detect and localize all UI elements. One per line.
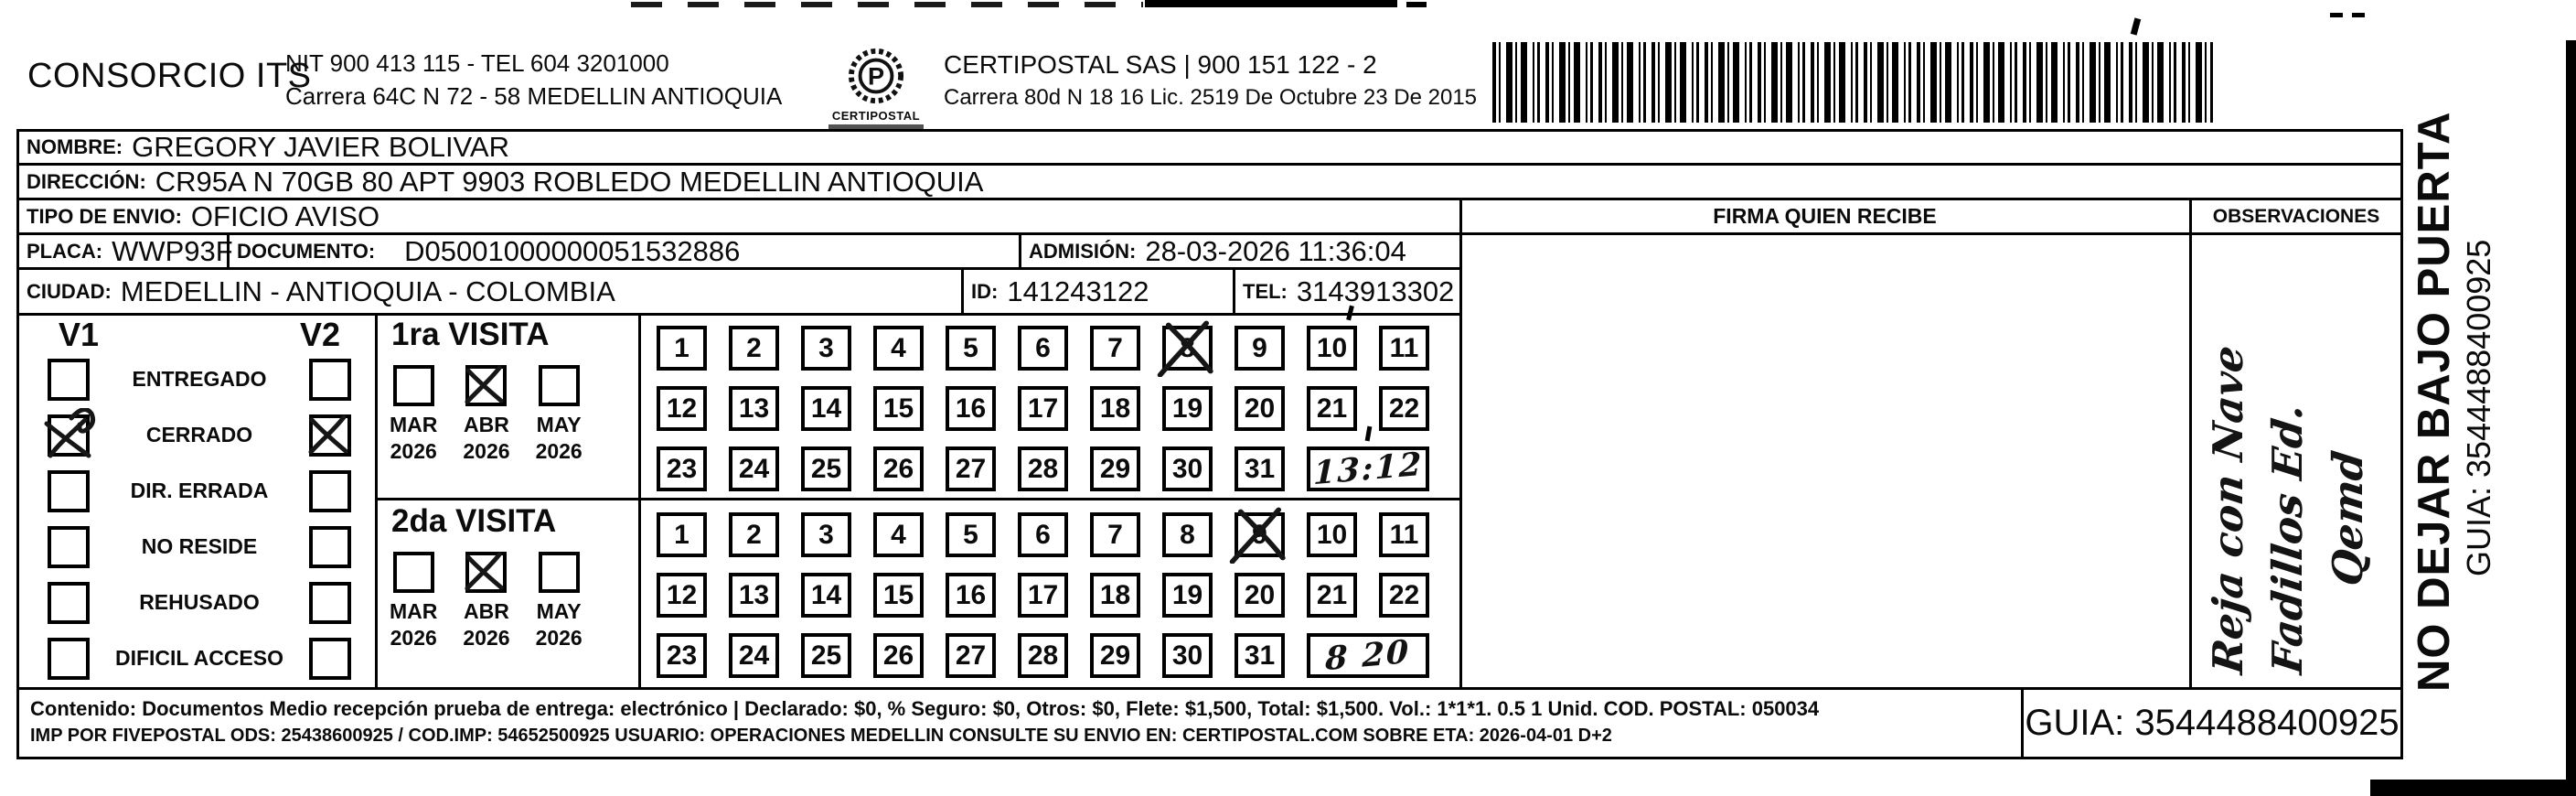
status-label: DIR. ERRADA xyxy=(130,479,269,502)
month-may xyxy=(536,365,583,462)
day-cell-23 xyxy=(657,446,707,491)
day-cell-16 xyxy=(946,573,996,618)
nombre-value: GREGORY JAVIER BOLIVAR xyxy=(132,131,509,163)
footer-imp-line: IMP POR FIVEPOSTAL ODS: 25438600925 / COD.IMP: 54652500925 USUARIO: OPERACIONES MEDELLIN CONSULTE SU ENVIO EN: CERTIPOSTAL.COM SOBRE ETA: 2026-04-01 D+2 xyxy=(30,726,1612,746)
scan-artifact xyxy=(1406,2,1427,7)
day-cell-31 xyxy=(1235,633,1285,678)
status-label: DIFICIL ACCESO xyxy=(114,646,283,670)
visit-title: 2da VISITA xyxy=(391,503,557,539)
month-checkbox-abr xyxy=(465,365,507,406)
day-number: 21 xyxy=(1316,579,1348,610)
firma-header-cell xyxy=(1459,198,2192,235)
footer-contenido-line: Contenido: Documentos Medio recepción prueba de entrega: electrónico | Declarado: $0, % Seguro: $0, Otros: $0, Flete: $1,500, Total: $1,500. Vol.: 1*1*1. 0.5 1 Unid. COD. POSTAL: 050034 xyxy=(30,697,1820,720)
day-number: 22 xyxy=(1388,393,1420,424)
handwritten-x-mark xyxy=(41,408,96,463)
day-cell-26 xyxy=(873,633,924,678)
month-checkbox-mar xyxy=(393,552,434,593)
day-cell-17 xyxy=(1018,573,1068,618)
day-number: 25 xyxy=(810,640,842,671)
visit-section-1 xyxy=(380,318,638,500)
day-cell-6 xyxy=(1018,326,1068,371)
handwritten-x-mark xyxy=(459,545,513,599)
day-number: 6 xyxy=(1035,332,1051,363)
day-number: 20 xyxy=(1244,579,1276,610)
day-number: 13 xyxy=(738,393,770,424)
day-cell-9 xyxy=(1235,512,1285,557)
visit-title: 1ra VISITA xyxy=(391,317,550,352)
day-number: 23 xyxy=(666,640,698,671)
day-cell-15 xyxy=(873,386,924,431)
scan-edge-artifact xyxy=(2370,780,2576,796)
day-cell-30 xyxy=(1162,633,1213,678)
ciudad-value: MEDELLIN - ANTIOQUIA - COLOMBIA xyxy=(120,274,615,307)
day-cell-31 xyxy=(1235,446,1285,491)
day-number: 27 xyxy=(955,640,987,671)
handwriting-line: Fadillos Ed. xyxy=(2263,401,2313,677)
time-box xyxy=(1307,633,1429,678)
observations-handwriting xyxy=(2198,273,2398,677)
month-year: 2026 xyxy=(535,439,583,463)
certipostal-ring-icon xyxy=(848,48,904,104)
divider-line xyxy=(375,316,378,687)
v2-checkbox-entregado xyxy=(309,359,351,401)
day-cell-13 xyxy=(729,386,779,431)
day-cell-12 xyxy=(657,386,707,431)
day-number: 31 xyxy=(1244,453,1276,484)
day-number: 27 xyxy=(955,453,987,484)
company-name: CONSORCIO ITS xyxy=(27,57,312,95)
day-row xyxy=(657,386,1461,431)
v2-column-header: V2 xyxy=(299,316,340,353)
scan-artifact xyxy=(1145,0,1397,7)
field-id xyxy=(961,267,1235,316)
day-cell-14 xyxy=(801,386,851,431)
month-year: 2026 xyxy=(463,439,510,463)
day-grid-visit-2 xyxy=(640,505,1461,686)
v2-checkbox-cerrado xyxy=(309,414,351,457)
firma-header-label: FIRMA QUIEN RECIBE xyxy=(1713,204,1937,228)
day-cell-26 xyxy=(873,446,924,491)
day-number: 16 xyxy=(955,579,987,610)
month-mar xyxy=(390,365,437,462)
handwritten-x-mark xyxy=(459,359,513,413)
logo-wordmark: CERTIPOSTAL xyxy=(831,109,921,123)
day-number: 9 xyxy=(1252,519,1267,550)
day-number: 31 xyxy=(1244,640,1276,671)
day-cell-14 xyxy=(801,573,851,618)
month-abr xyxy=(463,552,509,649)
day-cell-11 xyxy=(1379,326,1429,371)
placa-label: PLACA: xyxy=(27,239,103,263)
day-number: 12 xyxy=(666,393,698,424)
day-number: 18 xyxy=(1099,579,1131,610)
day-cell-4 xyxy=(873,326,924,371)
day-cell-2 xyxy=(729,326,779,371)
day-cell-1 xyxy=(657,512,707,557)
handwritten-time: 8 20 xyxy=(1325,632,1411,679)
day-cell-22 xyxy=(1379,573,1429,618)
day-row xyxy=(657,633,1461,678)
month-label: MAY xyxy=(536,413,582,436)
observations-handwriting-lines xyxy=(2198,273,2398,677)
company-nit: NIT 900 413 115 - TEL 604 3201000 xyxy=(285,49,669,77)
v1-column-header: V1 xyxy=(59,316,100,353)
day-number: 7 xyxy=(1107,332,1123,363)
certipostal-address: Carrera 80d N 18 16 Lic. 2519 De Octubre 23 De 2015 xyxy=(944,85,1478,110)
month-year: 2026 xyxy=(535,626,583,650)
day-cell-18 xyxy=(1090,386,1140,431)
day-number: 28 xyxy=(1027,640,1059,671)
day-number: 11 xyxy=(1389,332,1419,363)
day-cell-8 xyxy=(1162,326,1213,371)
day-number: 30 xyxy=(1171,453,1203,484)
field-tipo-envio xyxy=(16,198,1462,235)
day-number: 12 xyxy=(666,579,698,610)
documento-label: DOCUMENTO: xyxy=(237,239,376,263)
day-number: 15 xyxy=(882,393,914,424)
day-number: 24 xyxy=(738,453,770,484)
day-number: 15 xyxy=(882,579,914,610)
day-row xyxy=(657,573,1461,618)
day-number: 7 xyxy=(1107,519,1123,550)
day-number: 25 xyxy=(810,453,842,484)
day-cell-23 xyxy=(657,633,707,678)
day-number: 16 xyxy=(955,393,987,424)
field-ciudad xyxy=(16,267,964,316)
day-grid-visit-1 xyxy=(640,318,1461,500)
tel-value: 3143913302 xyxy=(1296,274,1455,307)
day-cell-24 xyxy=(729,633,779,678)
day-cell-2 xyxy=(729,512,779,557)
day-number: 19 xyxy=(1171,393,1203,424)
v1-checkbox-rehusado xyxy=(48,582,90,624)
day-number: 14 xyxy=(810,393,842,424)
day-number: 6 xyxy=(1035,519,1051,550)
day-row xyxy=(657,512,1461,557)
time-box xyxy=(1307,446,1429,491)
day-cell-25 xyxy=(801,446,851,491)
day-number: 30 xyxy=(1171,640,1203,671)
day-cell-19 xyxy=(1162,573,1213,618)
day-number: 19 xyxy=(1171,579,1203,610)
observaciones-header-cell xyxy=(2189,198,2403,235)
id-value: 141243122 xyxy=(1007,274,1149,307)
day-cell-29 xyxy=(1090,446,1140,491)
handwriting-line: Reja con Nave xyxy=(2204,342,2252,677)
day-cell-3 xyxy=(801,512,851,557)
day-cell-7 xyxy=(1090,512,1140,557)
month-may xyxy=(536,552,583,649)
direccion-label: DIRECCIÓN: xyxy=(27,169,146,193)
day-number: 5 xyxy=(963,332,978,363)
day-cell-5 xyxy=(946,512,996,557)
day-cell-15 xyxy=(873,573,924,618)
day-number: 22 xyxy=(1388,579,1420,610)
status-row-entregado xyxy=(20,351,373,407)
day-cell-16 xyxy=(946,386,996,431)
month-checkbox-mar xyxy=(393,365,434,406)
v1-checkbox-dificil-acceso xyxy=(48,638,90,680)
day-cell-21 xyxy=(1307,386,1357,431)
status-label: REHUSADO xyxy=(139,590,260,614)
day-cell-13 xyxy=(729,573,779,618)
day-cell-17 xyxy=(1018,386,1068,431)
v2-checkbox-dificil-acceso xyxy=(309,638,351,680)
day-number: 4 xyxy=(891,519,906,550)
footer-details-cell xyxy=(16,687,2024,759)
month-year: 2026 xyxy=(463,626,510,650)
field-admision xyxy=(1019,232,1462,270)
day-number: 8 xyxy=(1180,519,1195,550)
day-cell-5 xyxy=(946,326,996,371)
day-cell-20 xyxy=(1235,573,1285,618)
documento-value: D05001000000051532886 xyxy=(404,234,741,267)
v2-checkbox-no-reside xyxy=(309,526,351,568)
day-number: 10 xyxy=(1316,332,1348,363)
barcode-image xyxy=(1492,42,2213,123)
day-cell-9 xyxy=(1235,326,1285,371)
month-checkbox-may xyxy=(539,552,580,593)
firma-area xyxy=(1459,232,2192,690)
admision-value: 28-03-2026 11:36:04 xyxy=(1145,234,1406,267)
day-cell-28 xyxy=(1018,633,1068,678)
day-cell-12 xyxy=(657,573,707,618)
day-number: 2 xyxy=(746,332,762,363)
month-abr xyxy=(463,365,509,462)
day-number: 29 xyxy=(1099,640,1131,671)
month-label: MAR xyxy=(390,599,438,623)
day-cell-27 xyxy=(946,446,996,491)
day-number: 1 xyxy=(674,332,689,363)
tipo-envio-label: TIPO DE ENVIO: xyxy=(27,204,182,228)
visit-month-row xyxy=(380,552,638,649)
day-cell-8 xyxy=(1162,512,1213,557)
day-number: 18 xyxy=(1099,393,1131,424)
handwritten-x-mark xyxy=(303,408,358,463)
visit-section-2 xyxy=(380,505,638,686)
day-cell-27 xyxy=(946,633,996,678)
day-cell-7 xyxy=(1090,326,1140,371)
day-number: 5 xyxy=(963,519,978,550)
day-cell-19 xyxy=(1162,386,1213,431)
day-number: 29 xyxy=(1099,453,1131,484)
side-warning-text: NO DEJAR BAJO PUERTA xyxy=(2410,111,2459,692)
day-number: 23 xyxy=(666,453,698,484)
v1-checkbox-dir-errada xyxy=(48,470,90,512)
observaciones-header-label: OBSERVACIONES xyxy=(2212,205,2380,227)
day-cell-3 xyxy=(801,326,851,371)
status-row-dir-errada xyxy=(20,463,373,519)
scan-artifact xyxy=(631,2,1143,7)
tipo-envio-value: OFICIO AVISO xyxy=(190,199,380,232)
day-number: 26 xyxy=(882,640,914,671)
v2-checkbox-dir-errada xyxy=(309,470,351,512)
status-row-cerrado xyxy=(20,407,373,463)
v2-checkbox-rehusado xyxy=(309,582,351,624)
certipostal-name: CERTIPOSTAL SAS | 900 151 122 - 2 xyxy=(944,50,1377,79)
day-cell-10 xyxy=(1307,512,1357,557)
tel-label: TEL: xyxy=(1243,279,1288,303)
day-number: 3 xyxy=(818,519,834,550)
ciudad-label: CIUDAD: xyxy=(27,279,112,303)
status-panel-header xyxy=(20,317,373,351)
v1-checkbox-entregado xyxy=(48,359,90,401)
visit-month-row xyxy=(380,365,638,462)
v1-checkbox-no-reside xyxy=(48,526,90,568)
day-number: 3 xyxy=(818,332,834,363)
day-number: 26 xyxy=(882,453,914,484)
day-number: 13 xyxy=(738,579,770,610)
direccion-value: CR95A N 70GB 80 APT 9903 ROBLEDO MEDELLIN ANTIOQUIA xyxy=(155,165,984,198)
day-number: 8 xyxy=(1180,332,1195,363)
handwriting-line: Qemd xyxy=(2323,447,2372,589)
day-cell-1 xyxy=(657,326,707,371)
status-rows xyxy=(20,351,373,686)
day-cell-30 xyxy=(1162,446,1213,491)
day-cell-6 xyxy=(1018,512,1068,557)
month-mar xyxy=(390,552,437,649)
day-row xyxy=(657,446,1461,491)
side-guia-text: GUIA: 3544488400925 xyxy=(2460,239,2497,576)
admision-label: ADMISIÓN: xyxy=(1029,239,1137,263)
scan-artifact xyxy=(2131,17,2141,35)
day-number: 11 xyxy=(1389,519,1419,550)
nombre-label: NOMBRE: xyxy=(27,135,123,158)
id-label: ID: xyxy=(971,279,999,303)
day-number: 24 xyxy=(738,640,770,671)
status-label: CERRADO xyxy=(145,423,253,446)
status-row-dificil-acceso xyxy=(20,630,373,686)
day-cell-24 xyxy=(729,446,779,491)
day-cell-10 xyxy=(1307,326,1357,371)
day-number: 21 xyxy=(1316,393,1348,424)
day-cell-11 xyxy=(1379,512,1429,557)
day-cell-18 xyxy=(1090,573,1140,618)
month-label: MAY xyxy=(536,599,582,623)
day-number: 9 xyxy=(1252,332,1267,363)
field-placa xyxy=(16,232,233,270)
day-cell-4 xyxy=(873,512,924,557)
placa-value: WWP93F xyxy=(112,234,233,267)
field-direccion xyxy=(16,163,2403,200)
day-cell-21 xyxy=(1307,573,1357,618)
scan-edge-artifact xyxy=(2566,40,2576,796)
day-cell-25 xyxy=(801,633,851,678)
day-number: 17 xyxy=(1027,579,1059,610)
day-cell-28 xyxy=(1018,446,1068,491)
day-number: 1 xyxy=(674,519,689,550)
month-label: ABR xyxy=(464,599,509,623)
footer-guia-value: GUIA: 3544488400925 xyxy=(2025,703,2400,743)
status-label: NO RESIDE xyxy=(141,534,258,558)
day-number: 14 xyxy=(810,579,842,610)
month-label: MAR xyxy=(390,413,438,436)
day-cell-22 xyxy=(1379,386,1429,431)
status-label: ENTREGADO xyxy=(132,367,267,391)
day-cell-29 xyxy=(1090,633,1140,678)
status-row-rehusado xyxy=(20,575,373,630)
field-tel xyxy=(1233,267,1462,316)
day-number: 17 xyxy=(1027,393,1059,424)
day-number: 10 xyxy=(1316,519,1348,550)
day-cell-20 xyxy=(1235,386,1285,431)
footer-guia-cell xyxy=(2021,687,2403,759)
day-number: 28 xyxy=(1027,453,1059,484)
status-row-no-reside xyxy=(20,519,373,575)
day-number: 20 xyxy=(1244,393,1276,424)
certipostal-logo xyxy=(826,48,926,129)
month-checkbox-may xyxy=(539,365,580,406)
day-number: 2 xyxy=(746,519,762,550)
month-year: 2026 xyxy=(390,626,437,650)
status-panel xyxy=(20,317,373,686)
day-number: 4 xyxy=(891,332,906,363)
scan-artifact xyxy=(2330,13,2370,17)
v1-checkbox-cerrado xyxy=(48,414,90,457)
company-address: Carrera 64C N 72 - 58 MEDELLIN ANTIOQUIA xyxy=(285,82,783,110)
month-label: ABR xyxy=(464,413,509,436)
month-checkbox-abr xyxy=(465,552,507,593)
handwritten-time: 13:12 xyxy=(1312,445,1424,493)
field-nombre xyxy=(16,129,2403,166)
svg-text:P: P xyxy=(867,61,885,91)
month-year: 2026 xyxy=(390,439,437,463)
field-documento xyxy=(227,232,1021,270)
day-row xyxy=(657,326,1461,371)
